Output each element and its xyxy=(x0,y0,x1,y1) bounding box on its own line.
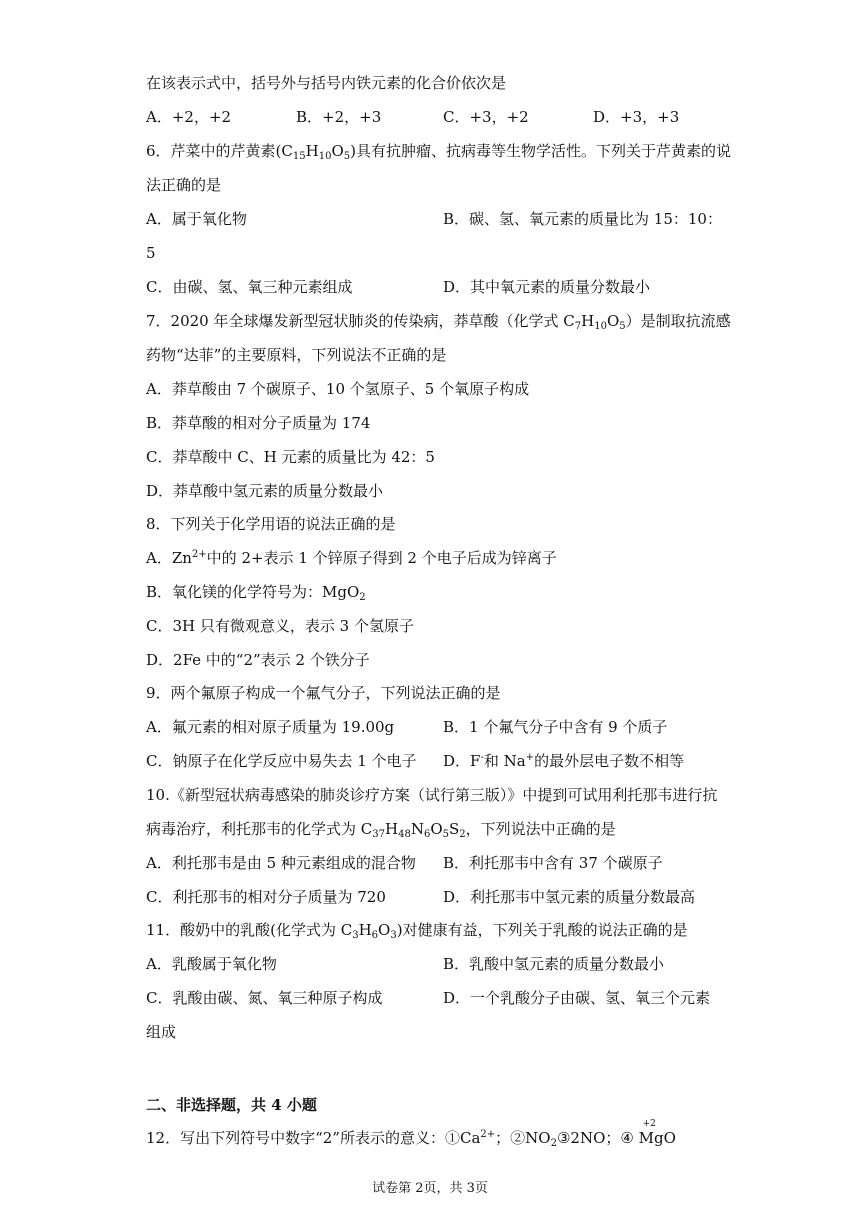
q6-option-a: A．属于氧化物 xyxy=(146,210,247,228)
q8-stem: 8．下列关于化学用语的说法正确的是 xyxy=(146,515,396,533)
q10-options-row2 xyxy=(0,887,860,907)
q7-stem: 7．2020 年全球爆发新型冠状肺炎的传染病，莽草酸（化学式 $C_7H_{10}O_5$）是制取抗流感 xyxy=(146,312,731,332)
q10-options-row1 xyxy=(0,853,860,873)
q8-option-b: B．氧化镁的化学符号为：MgO$_2$ xyxy=(146,583,366,603)
q11-option-a: A．乳酸属于氧化物 xyxy=(146,955,277,973)
q9-option-d: D．F-和 Na+的最外层电子数不相等 xyxy=(443,752,685,770)
q6-option-d: D．其中氧元素的质量分数最小 xyxy=(443,278,651,296)
q12-stem: 12．写出下列符号中数字“2”所表示的意义：$①Ca^{2+}$；$②NO_2③2NO$；④ +2 MgO xyxy=(146,1119,676,1149)
q8-option-a: A．$Zn^{2+}$中的 2+表示 1 个锌原子得到 2 个电子后成为锌离子 xyxy=(146,549,557,567)
q10-option-c: C．利托那韦的相对分子质量为 720 xyxy=(146,888,386,906)
q5-option-b: B．+2，+3 xyxy=(296,108,382,126)
q9-stem: 9．两个氟原子构成一个氟气分子，下列说法正确的是 xyxy=(146,684,501,702)
q7-option-c: C．莽草酸中 C、H 元素的质量比为 42：5 xyxy=(146,448,435,466)
q10-option-b: B．利托那韦中含有 37 个碳原子 xyxy=(443,854,663,872)
q9-options-row1 xyxy=(0,717,860,737)
q7-option-b: B．莽草酸的相对分子质量为 174 xyxy=(146,414,371,432)
q6-options-row2 xyxy=(0,277,860,297)
q11-stem: 11．酸奶中的乳酸(化学式为 $C_3H_6O_3$)对健康有益，下列关于乳酸的说法正确的是 xyxy=(146,921,688,941)
q10-stem-line2: 病毒治疗，利托那韦的化学式为 $C_{37}H_{48}N_6O_5S_2$，下列说法中正确的是 xyxy=(146,820,616,840)
q6-option-b: B．碳、氢、氧元素的质量比为 15：10： xyxy=(443,210,722,228)
q6-options-row1 xyxy=(0,209,860,229)
q5-stem-tail: 在该表示式中，括号外与括号内铁元素的化合价依次是 xyxy=(146,74,507,92)
q5-options xyxy=(0,107,860,127)
q11-option-c: C．乳酸由碳、氮、氧三种原子构成 xyxy=(146,989,383,1007)
q5-option-c: C．+3，+2 xyxy=(443,108,529,126)
q6-stem: 6．芹菜中的芹黄素$(C_{15}H_{10}O_5)$具有抗肿瘤、抗病毒等生物学活性。下列关于芹黄素的说 xyxy=(146,142,731,162)
q10-option-d: D．利托那韦中氢元素的质量分数最高 xyxy=(443,888,696,906)
q11-option-d: D．一个乳酸分子由碳、氢、氧三个元素 xyxy=(443,989,711,1007)
q9-option-b: B．1 个氟气分子中含有 9 个质子 xyxy=(443,718,668,736)
section-heading: 二、非选择题，共 4 小题 xyxy=(146,1096,317,1114)
page-footer: 试卷第 2页，共 3页 xyxy=(372,1181,488,1196)
q10-option-a: A．利托那韦是由 5 种元素组成的混合物 xyxy=(146,854,416,872)
q7-stem-line2: 药物“达菲”的主要原料，下列说法不正确的是 xyxy=(146,346,447,364)
q11-options-row1 xyxy=(0,954,860,974)
q6-option-b-cont: 5 xyxy=(146,244,156,262)
q5-option-a: A．+2，+2 xyxy=(146,108,232,126)
q11-option-d-cont: 组成 xyxy=(146,1023,177,1041)
q6-stem-line2: 法正确的是 xyxy=(146,176,222,194)
q10-stem: 10.《新型冠状病毒感染的肺炎诊疗方案（试行第三版）》中提到可试用利托那韦进行抗 xyxy=(146,786,718,804)
q9-options-row2 xyxy=(0,751,860,771)
mg-valence-symbol: +2 Mg xyxy=(638,1119,664,1147)
q8-option-c: C．3H 只有微观意义，表示 3 个氢原子 xyxy=(146,617,414,635)
q8-option-d: D．2Fe 中的“2”表示 2 个铁分子 xyxy=(146,651,370,669)
q9-option-a: A．氟元素的相对原子质量为 19.00g xyxy=(146,718,395,736)
q7-option-a: A．莽草酸由 7 个碳原子、10 个氢原子、5 个氧原子构成 xyxy=(146,380,530,398)
q6-option-c: C．由碳、氢、氧三种元素组成 xyxy=(146,278,353,296)
q11-option-b: B．乳酸中氢元素的质量分数最小 xyxy=(443,955,665,973)
q11-options-row2 xyxy=(0,988,860,1008)
q5-option-d: D．+3，+3 xyxy=(593,108,680,126)
q9-option-c: C．钠原子在化学反应中易失去 1 个电子 xyxy=(146,752,417,770)
q7-option-d: D．莽草酸中氢元素的质量分数最小 xyxy=(146,482,384,500)
